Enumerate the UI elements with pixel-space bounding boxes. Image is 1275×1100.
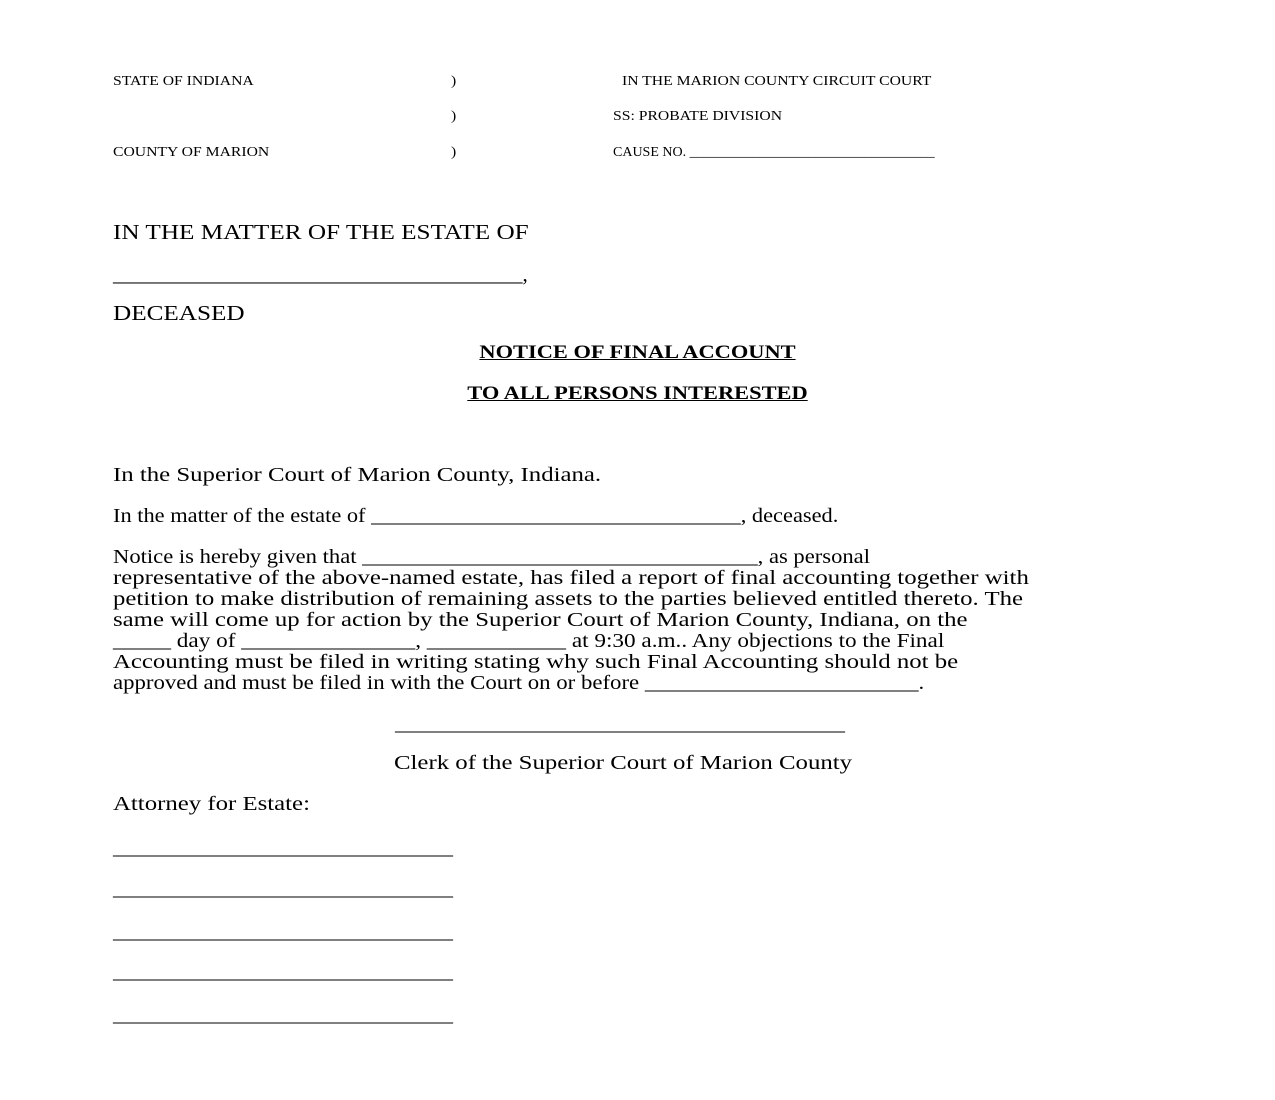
notice-line: representative of the above-named estate, has filed a report of final accounting together with: [113, 567, 1029, 589]
notice-line: same will come up for action by the Superior Court of Marion County, Indiana, on the: [113, 609, 968, 631]
notice-line: Accounting must be filed in writing stating why such Final Accounting should not be: [113, 651, 959, 673]
court-line: In the Superior Court of Marion County, Indiana.: [113, 464, 602, 486]
attorney-line[interactable]: __________________________________: [113, 837, 453, 859]
attorney-line[interactable]: __________________________________: [113, 921, 453, 943]
caption-paren: ): [451, 74, 457, 89]
clerk-signature-line[interactable]: _____________________________________________: [395, 713, 845, 735]
decedent-name-field[interactable]: _______________________________________,: [113, 262, 528, 286]
caption-paren: ): [451, 145, 457, 160]
attorney-line[interactable]: __________________________________: [113, 878, 453, 900]
caption-paren: ): [451, 109, 457, 124]
attorney-line[interactable]: __________________________________: [113, 961, 453, 983]
notice-line: Notice is hereby given that ___________________________________, as personal: [113, 546, 870, 568]
caption-county: COUNTY OF MARION: [113, 145, 270, 160]
cause-number-field[interactable]: CAUSE NO. ___________________________________: [613, 145, 935, 160]
clerk-label: Clerk of the Superior Court of Marion County: [394, 752, 853, 774]
attorney-line[interactable]: __________________________________: [113, 1004, 453, 1026]
estate-line: In the matter of the estate of _________________________________, deceased.: [113, 505, 839, 527]
notice-line: approved and must be filed in with the Court on or before ________________________.: [113, 672, 925, 694]
division: SS: PROBATE DIVISION: [613, 109, 783, 124]
notice-line: _____ day of _______________, ____________ at 9:30 a.m.. Any objections to the Final: [113, 630, 945, 652]
caption-state: STATE OF INDIANA: [113, 74, 254, 89]
document-subtitle: TO ALL PERSONS INTERESTED: [467, 383, 808, 404]
deceased-label: DECEASED: [113, 301, 245, 325]
notice-line: petition to make distribution of remaining assets to the parties believed entitled thereto. The: [113, 588, 1024, 610]
attorney-label: Attorney for Estate:: [113, 793, 310, 815]
document-title: NOTICE OF FINAL ACCOUNT: [479, 342, 796, 363]
court-name: IN THE MARION COUNTY CIRCUIT COURT: [622, 74, 932, 89]
matter-heading: IN THE MATTER OF THE ESTATE OF: [113, 220, 529, 244]
